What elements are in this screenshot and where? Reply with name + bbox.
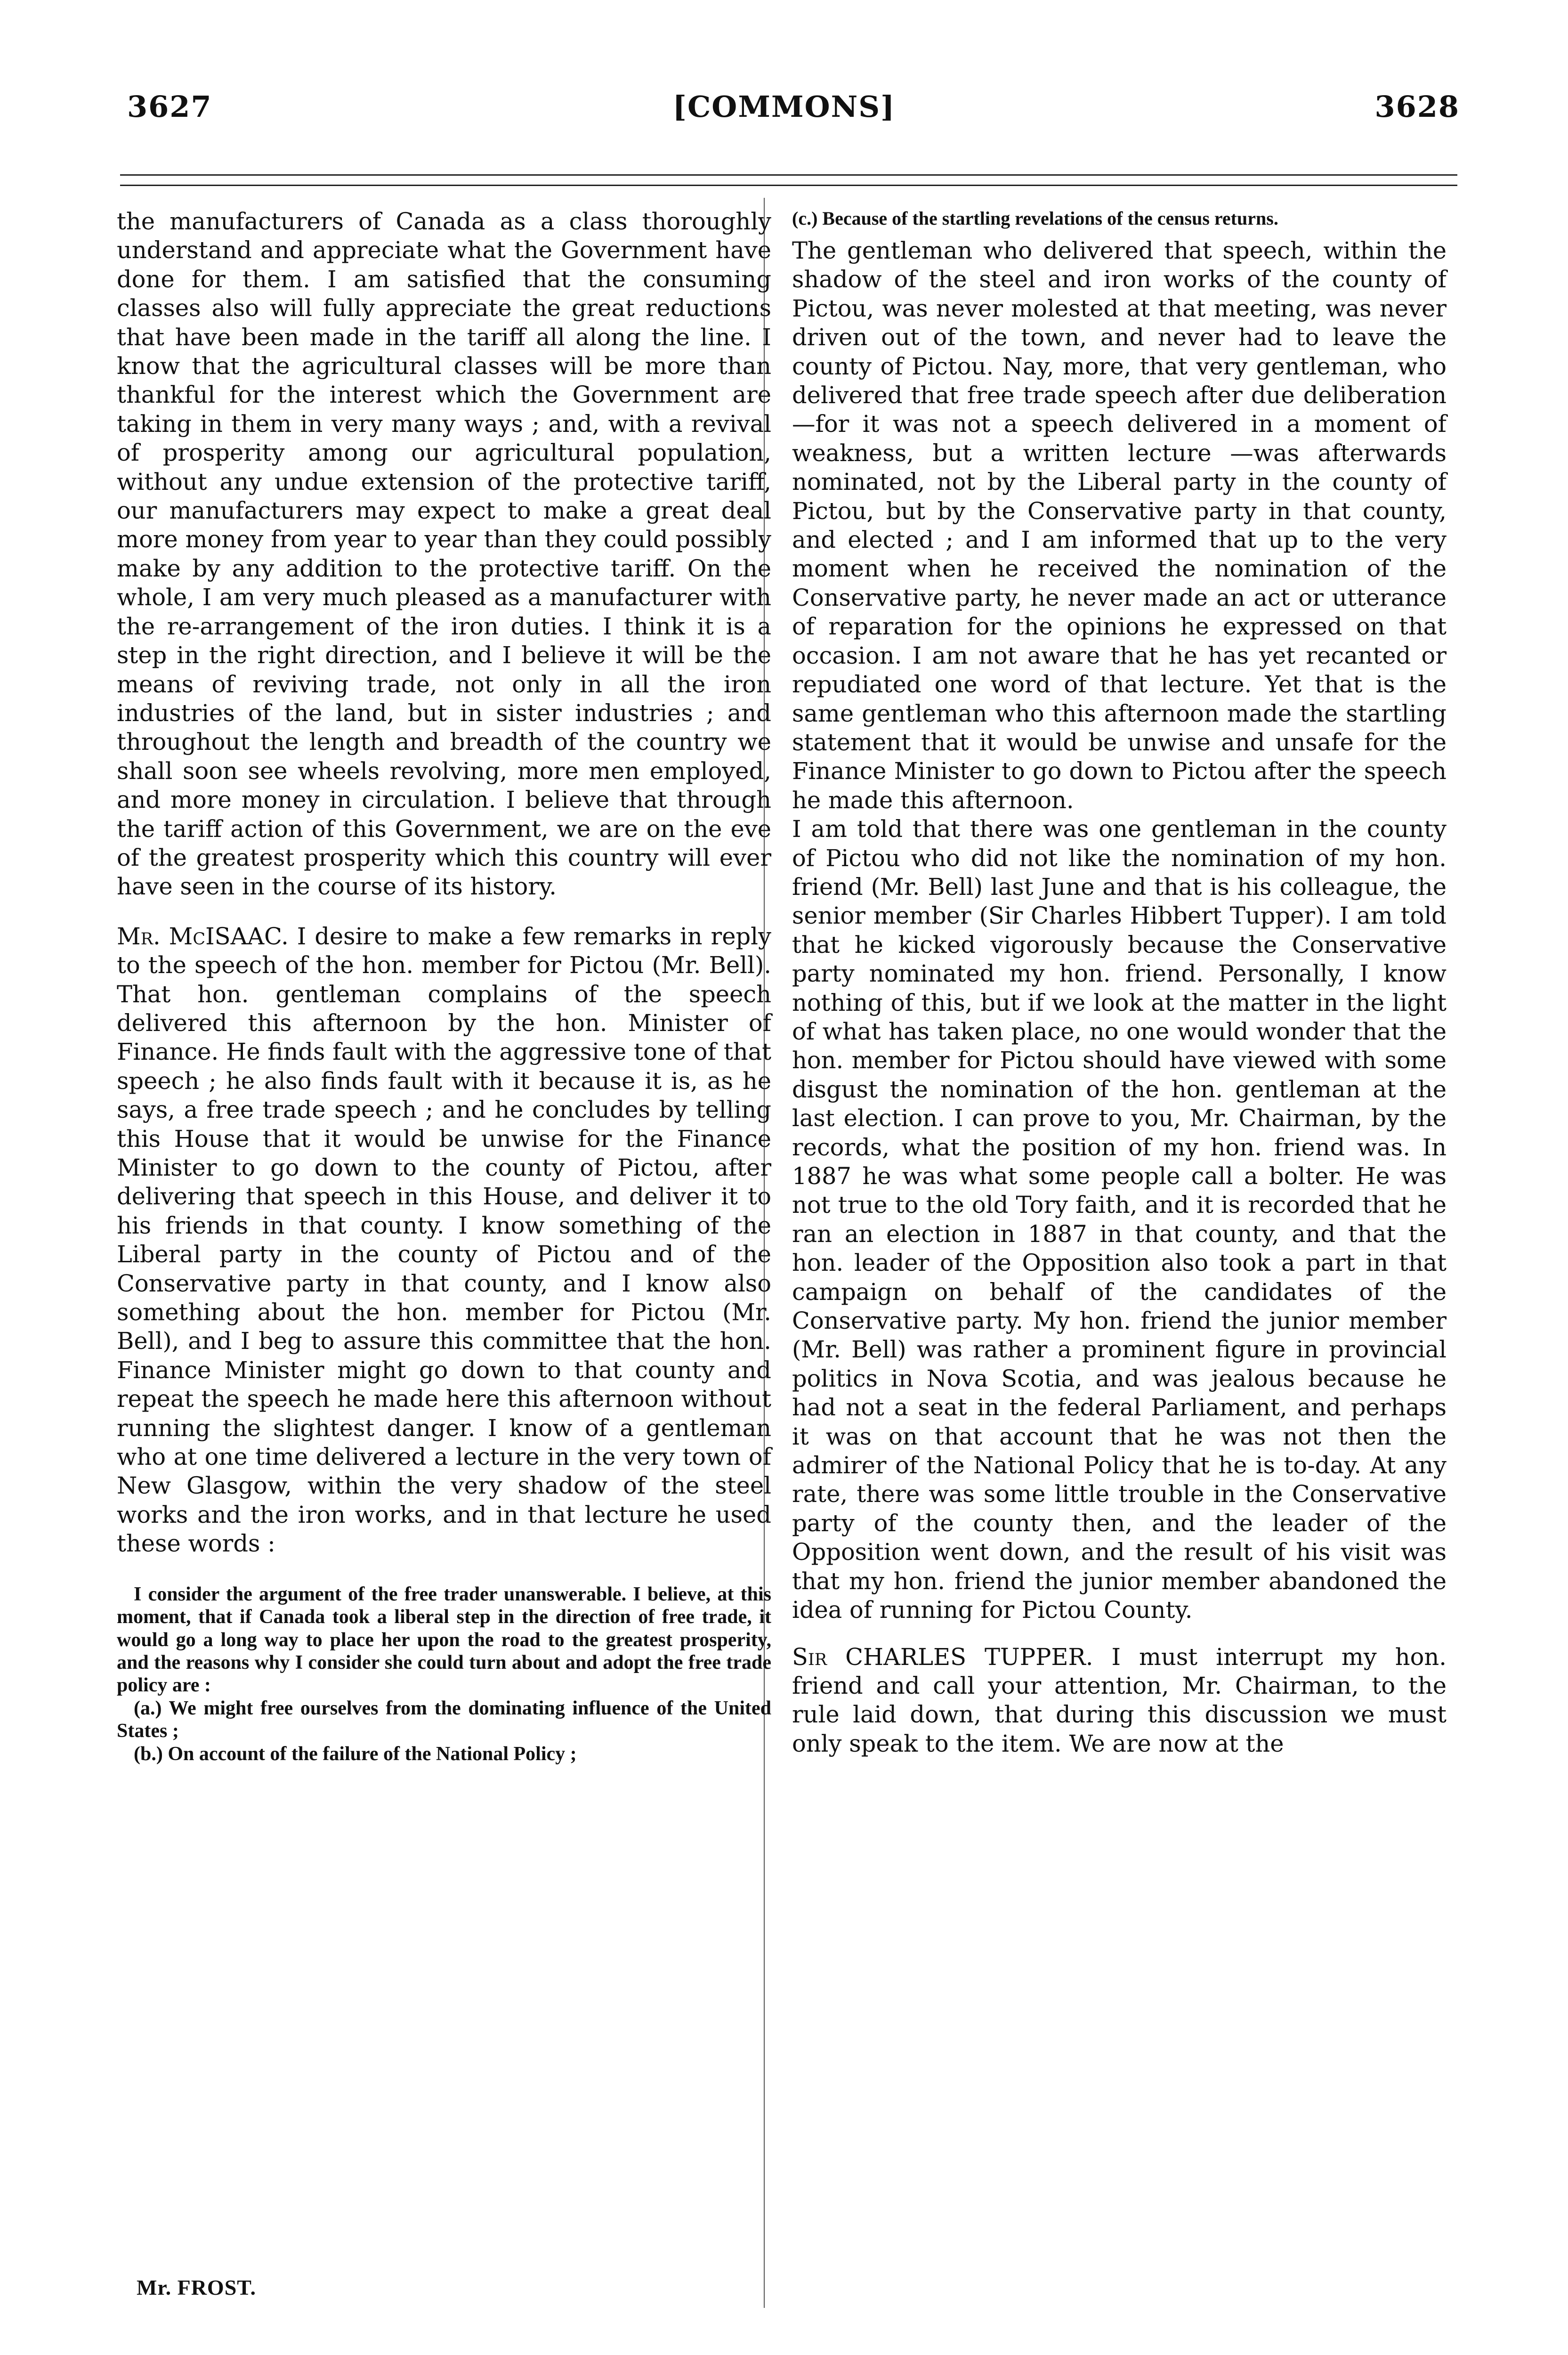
right-paragraph-2: I am told that there was one gentleman in the county of Pictou who did not like the nomination of my hon. friend (Mr. Bell) last June and that is his colleague, the senior member (Sir Charles Hibbert Tupper). I am told that he kicked vigorously because the Conservative party nominated my hon. friend. Personally, I know nothing of this, but if we look at the matter in the light of what has taken place, no one would wonder that the hon. member for Pictou should have viewed with some disgust the nomination of the hon. gentleman at the last election. I can prove to you, Mr. Chairman, by the records, what the position of my hon. friend was. In 1887 he was what some people call a bolter. He was not true to the old Tory faith, and it is recorded that he ran an election in 1887 in that county, and that the hon. leader of the Opposition also took a part in that campaign on behalf of the candidates of the Conservative party. My hon. friend the junior member (Mr. Bell) was rather a prominent figure in provincial politics in Nova Scotia, and was jealous because he had not a seat in the federal Parliament, and perhaps it was on that account that he was not then the admirer of the National Policy that he is to-day. At any rate, there was some little trouble in the Conservative party of the county then, and the leader of the Opposition went down, and the result of his visit was that my hon. friend the junior member abandoned the idea of running for Pictou County.: [792, 815, 1447, 1624]
quoted-item-a: (a.) We might free ourselves from the dominating influence of the United States ;: [117, 1697, 771, 1742]
quoted-item-b: (b.) On account of the failure of the National Policy ;: [134, 1743, 577, 1765]
right-page-number: 3628: [1374, 89, 1460, 124]
page-signature: Mr. FROST.: [137, 2275, 257, 2299]
speaker-name: Sir CHARLES TUPPER.: [792, 1643, 1093, 1671]
left-page-number: 3627: [127, 89, 212, 124]
speaker-name: Mr. McISAAC.: [117, 922, 289, 950]
header-rule-top: [120, 174, 1457, 176]
quoted-item-c: (c.) Because of the startling revelations of the census returns.: [792, 208, 1278, 229]
running-head: [COMMONS]: [672, 89, 896, 124]
left-paragraph-2: [117, 922, 771, 1559]
left-column: [117, 207, 771, 1765]
right-column: [792, 207, 1447, 1758]
header-rule-bottom: [120, 185, 1457, 186]
speech-text: I desire to make a few remarks in reply to the speech of the hon. member for Pictou (Mr. Bell). That hon. gentleman complains of the speech delivered this afternoon by the hon. Minister of Finance. He finds fault with the aggressive tone of that speech ; he also finds fault with it because it is, as he says, a free trade speech ; and he concludes by telling this House that it would be unwise for the Finance Minister to go down to the county of Pictou, after delivering that speech in this House, and deliver it to his friends in that county. I know something of the Liberal party in the county of Pictou and of the Conservative party in that county, and I know also something about the hon. member for Pictou (Mr. Bell), and I beg to assure this committee that the hon. Finance Minister might go down to that county and repeat the speech he made here this afternoon without running the slightest danger. I know of a gentleman who at one time delivered a lecture in the very town of New Glasgow, within the very shadow of the steel works and the iron works, and in that lecture he used these words :: [117, 922, 771, 1558]
speech-text: I must interrupt my hon. friend and call your attention, Mr. Chairman, to the rule laid down, that during this discussion we must only speak to the item. We are now at the: [792, 1643, 1447, 1757]
left-paragraph-1: the manufacturers of Canada as a class thoroughly understand and appreciate what the Government have done for them. I am satisfied that the consuming classes also will fully appreciate the great reductions that have been made in the tariff all along the line. I know that the agricultural classes will be more than thankful for the interest which the Government are taking in them in very many ways ; and, with a revival of prosperity among our agricultural population, without any undue extension of the protective tariff, our manufacturers may expect to make a great deal more money from year to year than they could possibly make by any addition to the protective tariff. On the whole, I am very much pleased as a manufacturer with the re-arrangement of the iron duties. I think it is a step in the right direction, and I believe it will be the means of reviving trade, not only in all the iron industries of the land, but in sister industries ; and throughout the length and breadth of the country we shall soon see wheels revolving, more men employed, and more money in circulation. I believe that through the tariff action of this Government, we are on the eve of the greatest prosperity which this country will ever have seen in the course of its history.: [117, 208, 771, 901]
right-paragraph-3: [792, 1643, 1447, 1759]
quoted-lecture: I consider the argument of the free trader unanswerable. I believe, at this moment, that if Canada took a liberal step in the direction of free trade, it would go a long way to place her upon the road to the greatest prosperity, and the reasons why I consider she could turn about and adopt the free trade policy are :: [117, 1583, 771, 1697]
right-paragraph-1: The gentleman who delivered that speech, within the shadow of the steel and iron works of the county of Pictou, was never molested at that meeting, was never driven out of the town, and never had to leave the county of Pictou. Nay, more, that very gentleman, who delivered that free trade speech after due deliberation —for it was not a speech delivered in a moment of weakness, but a written lecture —was afterwards nominated, not by the Liberal party in the county of Pictou, but by the Conservative party in that county, and elected ; and I am informed that up to the very moment when he received the nomination of the Conservative party, he never made an act or utterance of reparation for the opinions he expressed on that occasion. I am not aware that he has yet recanted or repudiated one word of that lecture. Yet that is the same gentleman who this afternoon made the startling statement that it would be unwise and unsafe for the Finance Minister to go down to Pictou after the speech he made this afternoon.: [792, 237, 1447, 814]
